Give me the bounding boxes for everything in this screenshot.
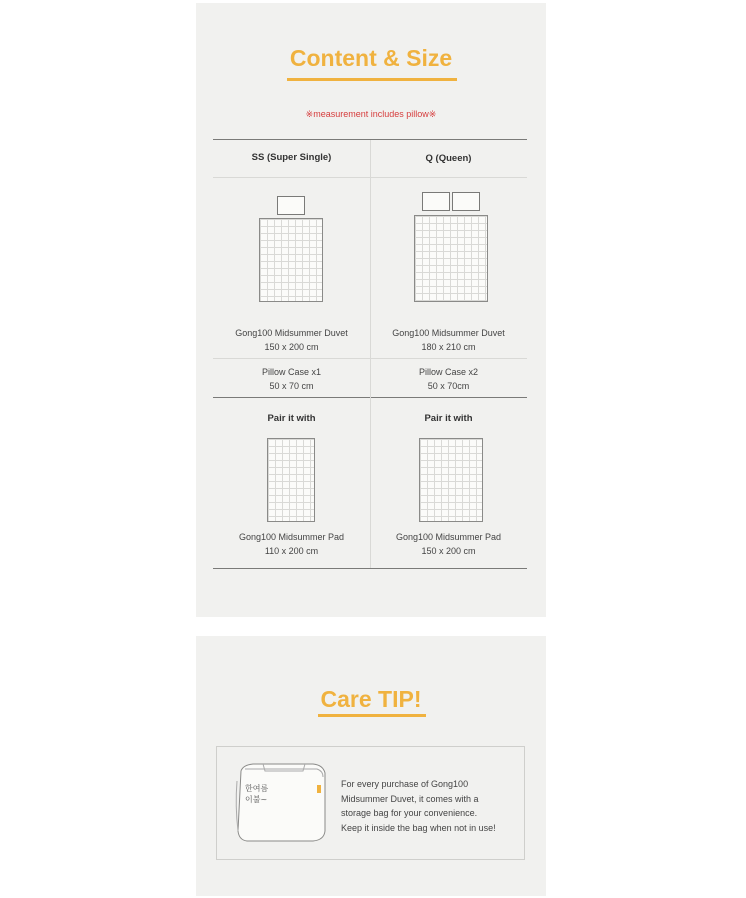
- q-duvet-size: 180 x 210 cm: [421, 342, 476, 352]
- column-header-q: Q (Queen): [425, 153, 472, 164]
- ss-pad-illustration: [267, 438, 315, 522]
- care-text-line: storage bag for your convenience.: [341, 808, 478, 818]
- q-pad-illustration: [419, 438, 483, 522]
- care-text-line: Midsummer Duvet, it comes with a: [341, 793, 479, 804]
- ss-pad-size: 110 x 200 cm: [264, 546, 319, 556]
- q-pair-label: Pair it with: [424, 413, 473, 424]
- ss-pair-label: Pair it with: [267, 413, 316, 424]
- ss-pillow-name: Pillow Case x1: [261, 367, 322, 377]
- care-text-line: For every purchase of Gong100: [341, 779, 469, 789]
- storage-bag-icon: [233, 761, 331, 845]
- table-bottom-rule: [213, 568, 527, 569]
- ss-duvet-info: [213, 326, 370, 354]
- care-title-underline: [318, 714, 426, 717]
- care-tip-panel: [196, 636, 546, 896]
- ss-pillow-illustration: [277, 196, 305, 215]
- q-duvet-illustration: [414, 215, 488, 302]
- ss-pillow-size: 50 x 70 cm: [269, 381, 314, 391]
- bag-label-line2: 이불~: [245, 795, 268, 804]
- q-pad-name: Gong100 Midsummer Pad: [395, 532, 502, 542]
- column-divider: [370, 140, 371, 568]
- ss-duvet-name: Gong100 Midsummer Duvet: [235, 328, 348, 338]
- q-pillow-name: Pillow Case x2: [418, 367, 479, 377]
- care-tip-box: [216, 746, 525, 860]
- q-pillow-info: [370, 365, 527, 393]
- care-text-line: Keep it inside the bag when not in use!: [341, 822, 496, 833]
- column-header-ss: SS (Super Single): [251, 152, 332, 163]
- content-size-panel: [196, 3, 546, 617]
- q-pillow-illustration-1: [422, 192, 450, 211]
- measurement-note: ※measurement includes pillow※: [305, 109, 437, 119]
- ss-duvet-size: 150 x 200 cm: [264, 342, 319, 352]
- care-tip-text: [341, 777, 521, 835]
- content-size-title: Content & Size: [289, 45, 453, 71]
- q-pillow-illustration-2: [452, 192, 480, 211]
- q-pad-info: [370, 530, 527, 558]
- ss-pad-name: Gong100 Midsummer Pad: [238, 532, 345, 542]
- care-tip-title: Care TIP!: [320, 686, 422, 712]
- title-underline: [287, 78, 457, 81]
- q-duvet-name: Gong100 Midsummer Duvet: [392, 328, 505, 338]
- ss-pillow-info: [213, 365, 370, 393]
- bag-label-line1: 한여름: [245, 784, 269, 793]
- q-pad-size: 150 x 200 cm: [421, 546, 476, 556]
- ss-duvet-illustration: [259, 218, 323, 302]
- q-duvet-info: [370, 326, 527, 354]
- ss-pad-info: [213, 530, 370, 558]
- q-pillow-size: 50 x 70cm: [427, 381, 470, 391]
